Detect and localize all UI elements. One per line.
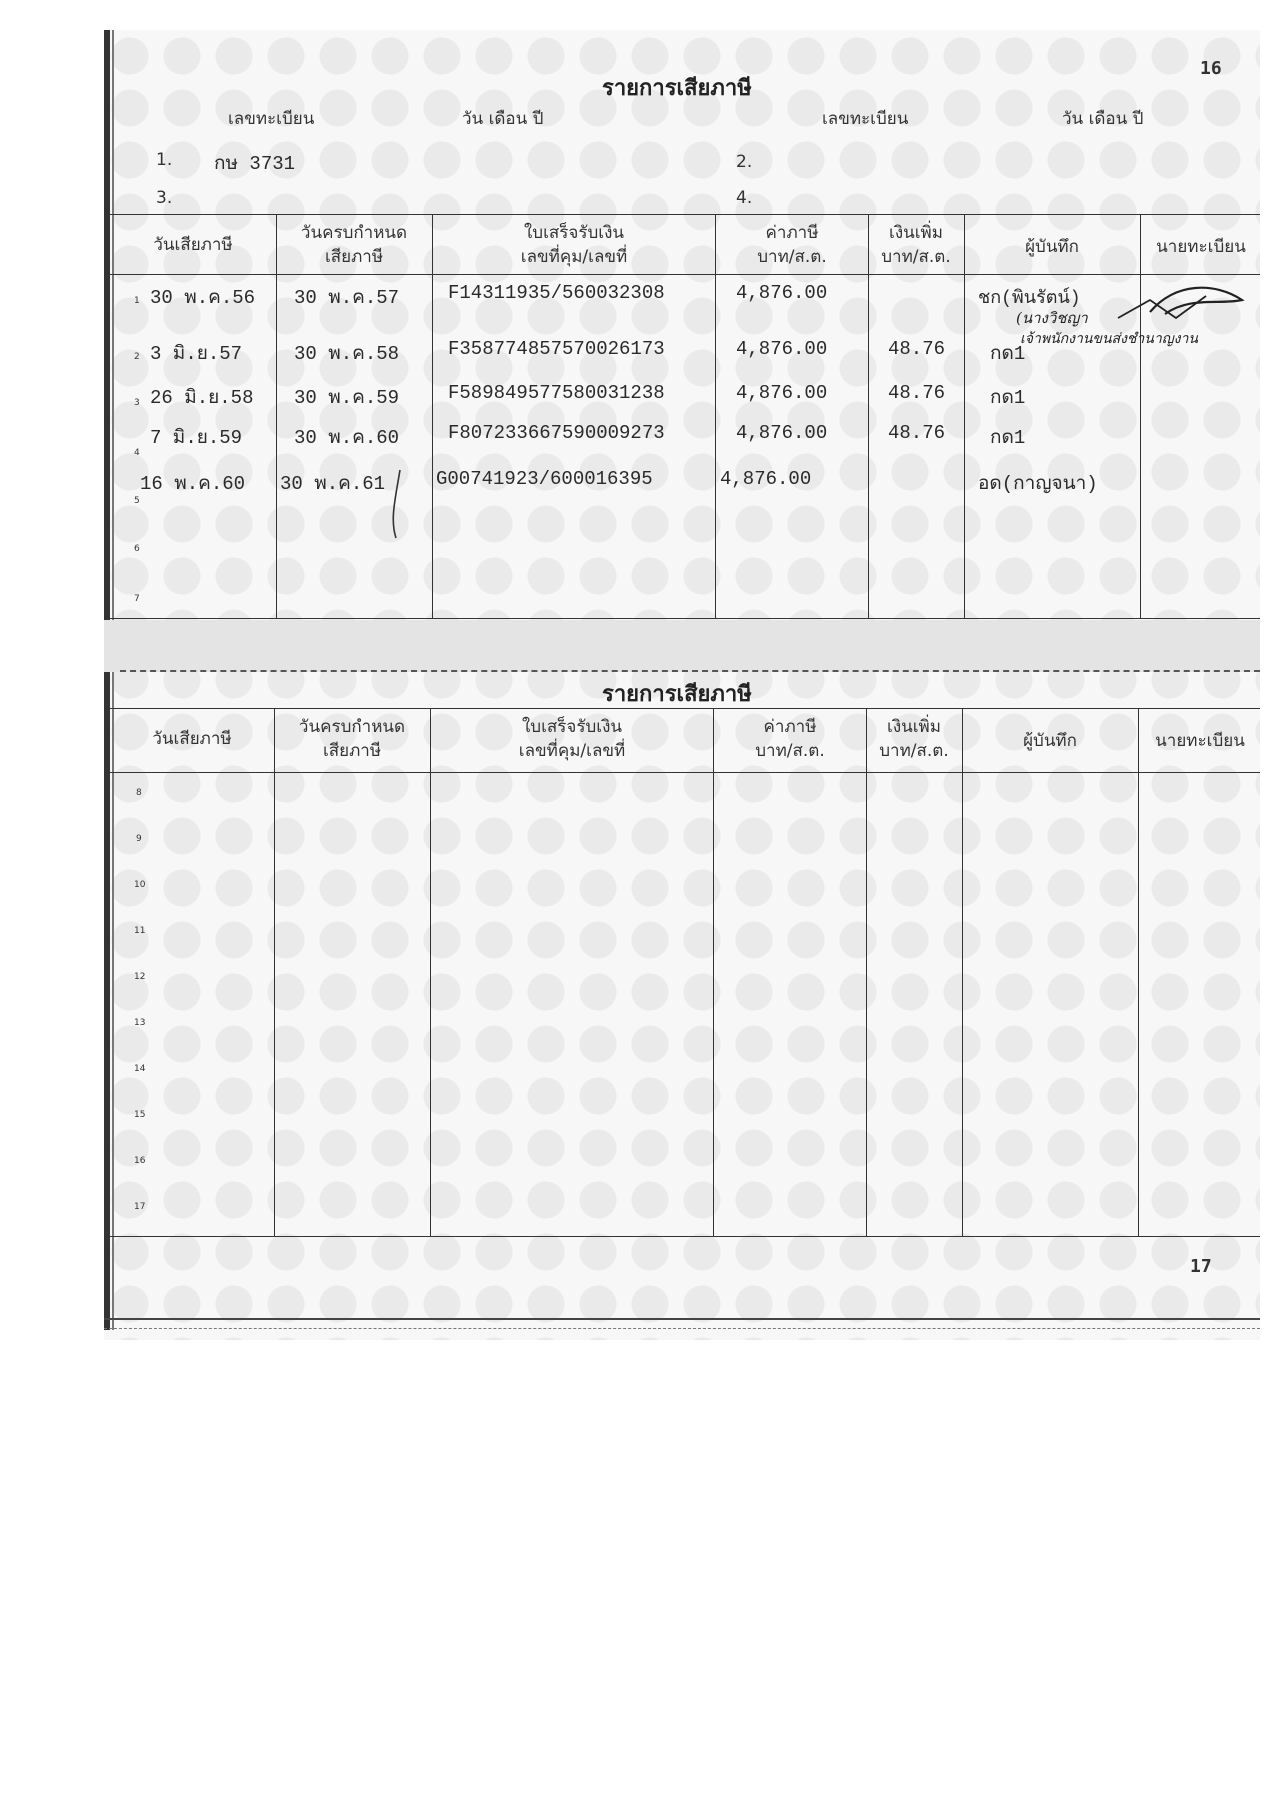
table2-top-border bbox=[104, 708, 1260, 709]
header-surcharge-line1: เงินเพิ่ม bbox=[889, 223, 943, 243]
header2-tax-date: วันเสียภาษี bbox=[152, 729, 232, 749]
header2-surcharge-line2: บาท/ส.ต. bbox=[879, 741, 949, 761]
row1-recorder: ชก(พินรัตน์) bbox=[978, 289, 1081, 309]
header2-tax-line2: บาท/ส.ต. bbox=[755, 741, 825, 761]
header-recorder: ผู้บันทึก bbox=[1025, 237, 1079, 257]
entry-1-num: 1. bbox=[156, 150, 173, 170]
row1-tax: 4,876.00 bbox=[736, 282, 828, 304]
bottom-edge-line bbox=[104, 1318, 1260, 1320]
row-number: 1 bbox=[134, 296, 140, 306]
row3-surcharge: 48.76 bbox=[888, 382, 946, 404]
row4-surcharge: 48.76 bbox=[888, 422, 946, 444]
row-number: 9 bbox=[136, 834, 142, 844]
section-separator-band bbox=[104, 620, 1260, 672]
row1-receipt: F14311935/560032308 bbox=[448, 282, 665, 304]
header2-due-date-line2: เสียภาษี bbox=[322, 741, 382, 761]
header2-recorder: ผู้บันทึก bbox=[1023, 731, 1077, 751]
row2-due-date: 30 พ.ค.58 bbox=[294, 343, 400, 365]
header-receipt-line1: ใบเสร็จรับเงิน bbox=[523, 223, 625, 243]
header-tax-line2: บาท/ส.ต. bbox=[757, 247, 827, 267]
row-number: 10 bbox=[134, 880, 146, 890]
row5-recorder: อด(กาญจนา) bbox=[978, 473, 1098, 495]
row5-due-date: 30 พ.ค.61 bbox=[280, 473, 386, 495]
table2-col-divider bbox=[866, 708, 867, 1236]
section-title-1: รายการเสียภาษี bbox=[602, 75, 752, 101]
row-number: 17 bbox=[134, 1202, 146, 1212]
row4-receipt: F807233667590009273 bbox=[448, 422, 665, 444]
row3-recorder: กด1 bbox=[990, 387, 1026, 409]
date-label-1: วัน เดือน ปี bbox=[462, 109, 544, 129]
table2-header-border bbox=[104, 772, 1260, 773]
table2-col-divider bbox=[1138, 708, 1139, 1236]
header2-receipt-line2: เลขที่คุม/เลขที่ bbox=[518, 741, 626, 761]
page-number-top: 16 bbox=[1200, 58, 1222, 79]
row-number: 8 bbox=[136, 788, 142, 798]
row5-tax-date: 16 พ.ค.60 bbox=[140, 473, 246, 495]
header-tax-line1: ค่าภาษี bbox=[765, 223, 819, 243]
row-number: 5 bbox=[134, 496, 140, 506]
perforation-line bbox=[120, 670, 1260, 672]
header-surcharge-line2: บาท/ส.ต. bbox=[881, 247, 951, 267]
date-label-2: วัน เดือน ปี bbox=[1062, 109, 1144, 129]
header-registrar: นายทะเบียน bbox=[1156, 237, 1246, 257]
row-number: 4 bbox=[134, 448, 140, 458]
row4-due-date: 30 พ.ค.60 bbox=[294, 427, 400, 449]
row2-surcharge: 48.76 bbox=[888, 338, 946, 360]
header2-registrar: นายทะเบียน bbox=[1155, 731, 1245, 751]
entry-1-value: กษ 3731 bbox=[214, 153, 296, 175]
row-number: 2 bbox=[134, 352, 140, 362]
table2-col-divider bbox=[274, 708, 275, 1236]
header-receipt-line2: เลขที่คุม/เลขที่ bbox=[520, 247, 628, 267]
pen-stroke bbox=[393, 470, 400, 538]
entry-3-num: 3. bbox=[156, 188, 173, 208]
row-number: 7 bbox=[134, 594, 140, 604]
header-due-date-line2: เสียภาษี bbox=[324, 247, 384, 267]
header2-due-date-line1: วันครบกำหนด bbox=[298, 717, 406, 737]
row2-receipt: F358774857570026173 bbox=[448, 338, 665, 360]
row4-tax: 4,876.00 bbox=[736, 422, 828, 444]
section-title-2: รายการเสียภาษี bbox=[602, 681, 752, 707]
header2-tax-line1: ค่าภาษี bbox=[763, 717, 817, 737]
row-number: 6 bbox=[134, 544, 140, 554]
signature-title: เจ้าพนักงานขนส่งชำนาญงาน bbox=[1020, 331, 1198, 347]
table2-col-divider bbox=[713, 708, 714, 1236]
row3-due-date: 30 พ.ค.59 bbox=[294, 387, 400, 409]
table2-col-divider bbox=[962, 708, 963, 1236]
row3-tax: 4,876.00 bbox=[736, 382, 828, 404]
header-due-date-line1: วันครบกำหนด bbox=[300, 223, 408, 243]
row2-tax-date: 3 มิ.ย.57 bbox=[150, 343, 243, 365]
row-number: 14 bbox=[134, 1064, 146, 1074]
row-number: 3 bbox=[134, 398, 140, 408]
row5-tax: 4,876.00 bbox=[720, 468, 812, 490]
row-number: 13 bbox=[134, 1018, 146, 1028]
row2-recorder: กด1 bbox=[990, 343, 1026, 365]
row-number: 12 bbox=[134, 972, 146, 982]
bottom-edge-line bbox=[104, 1328, 1260, 1329]
page-number-bottom: 17 bbox=[1190, 1256, 1212, 1277]
row4-tax-date: 7 มิ.ย.59 bbox=[150, 427, 243, 449]
row-number: 11 bbox=[134, 926, 146, 936]
row1-tax-date: 30 พ.ค.56 bbox=[150, 287, 256, 309]
reg-label-1: เลขทะเบียน bbox=[228, 109, 315, 129]
row4-recorder: กด1 bbox=[990, 427, 1026, 449]
header2-surcharge-line1: เงินเพิ่ม bbox=[887, 717, 941, 737]
reg-label-2: เลขทะเบียน bbox=[822, 109, 909, 129]
entry-4-num: 4. bbox=[736, 188, 753, 208]
row-number: 15 bbox=[134, 1110, 146, 1120]
row2-tax: 4,876.00 bbox=[736, 338, 828, 360]
row5-receipt: G00741923/600016395 bbox=[436, 468, 653, 490]
table2-bottom-border bbox=[104, 1236, 1260, 1237]
row3-tax-date: 26 มิ.ย.58 bbox=[150, 387, 254, 409]
signature-name: (นางวิชญา bbox=[1016, 309, 1088, 327]
row-number: 16 bbox=[134, 1156, 146, 1166]
header-tax-date: วันเสียภาษี bbox=[153, 235, 233, 255]
entry-2-num: 2. bbox=[736, 152, 753, 172]
header2-receipt-line1: ใบเสร็จรับเงิน bbox=[521, 717, 623, 737]
row1-due-date: 30 พ.ค.57 bbox=[294, 287, 400, 309]
table2-col-divider bbox=[430, 708, 431, 1236]
row3-receipt: F589849577580031238 bbox=[448, 382, 665, 404]
